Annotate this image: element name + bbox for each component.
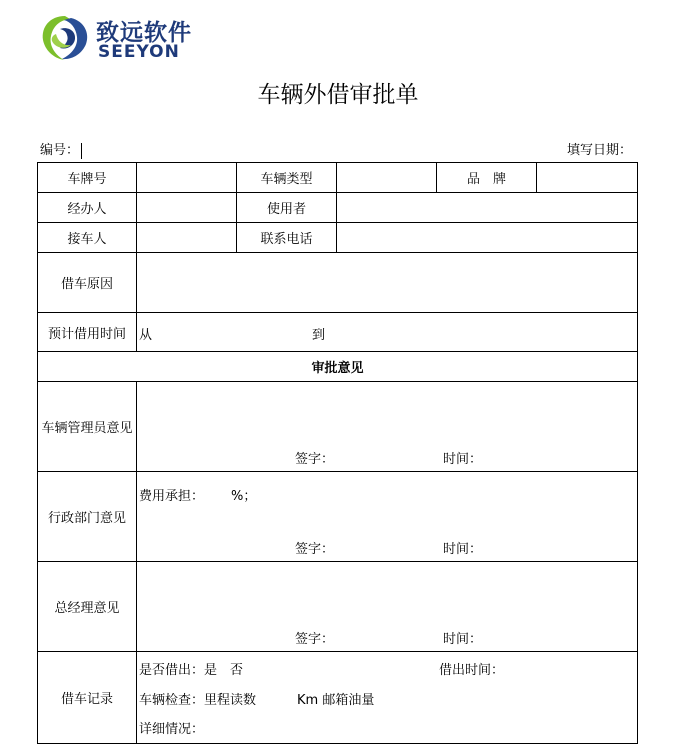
receiver-label: 接车人 <box>38 223 137 253</box>
reason-label: 借车原因 <box>38 253 137 313</box>
gm-label: 总经理意见 <box>38 562 137 652</box>
details-label: 详细情况： <box>139 722 205 737</box>
approval-form-table <box>37 162 638 744</box>
admin-dept-sign-label: 签字： <box>295 542 335 557</box>
brand-input[interactable] <box>537 163 638 193</box>
vehicle-type-label: 车辆类型 <box>237 163 337 193</box>
plate-label: 车牌号 <box>38 163 137 193</box>
plate-input[interactable] <box>137 163 237 193</box>
form-number <box>40 139 82 159</box>
phone-label: 联系电话 <box>237 223 337 253</box>
lend-time-label: 借出时间： <box>439 663 505 678</box>
vehicle-manager-label: 车辆管理员意见 <box>38 382 137 472</box>
logo-english-text: SEEYON <box>98 42 180 62</box>
gm-opinion[interactable] <box>137 562 638 652</box>
planned-time-input[interactable] <box>137 313 638 352</box>
form-number-label: 编号： <box>40 143 80 158</box>
cost-label: 费用承担： <box>139 489 205 504</box>
lent-out-label: 是否借出：是 否 <box>139 663 244 678</box>
brand-label: 品 牌 <box>437 163 537 193</box>
seeyon-swirl-icon <box>38 12 92 64</box>
phone-input[interactable] <box>337 223 638 253</box>
gm-time-label: 时间： <box>443 632 483 647</box>
km-fuel-label: Km 邮箱油量 <box>297 693 375 708</box>
receiver-input[interactable] <box>137 223 237 253</box>
fill-date-label[interactable]: 填写日期： <box>566 143 632 158</box>
to-label: 到 <box>312 328 326 343</box>
handler-input[interactable] <box>137 193 237 223</box>
vehicle-type-input[interactable] <box>337 163 437 193</box>
from-label: 从 <box>139 328 153 343</box>
form-number-input[interactable] <box>81 143 82 159</box>
record-label: 借车记录 <box>38 652 137 744</box>
user-input[interactable] <box>337 193 638 223</box>
vehicle-manager-sign-label: 签字： <box>295 452 335 467</box>
admin-dept-time-label: 时间： <box>443 542 483 557</box>
planned-time-label: 预计借用时间 <box>38 313 137 352</box>
inspection-label: 车辆检查：里程读数 <box>139 693 257 708</box>
reason-input[interactable] <box>137 253 638 313</box>
logo-chinese-text: 致远软件 <box>96 20 192 46</box>
approval-header: 审批意见 <box>38 352 638 382</box>
user-label: 使用者 <box>237 193 337 223</box>
vehicle-manager-opinion[interactable] <box>137 382 638 472</box>
admin-dept-opinion[interactable] <box>137 472 638 562</box>
vehicle-manager-time-label: 时间： <box>443 452 483 467</box>
record-content[interactable] <box>137 652 638 744</box>
form-title: 车辆外借审批单 <box>257 82 419 108</box>
cost-percent: %； <box>231 489 257 504</box>
seeyon-logo <box>38 12 208 64</box>
handler-label: 经办人 <box>38 193 137 223</box>
gm-sign-label: 签字： <box>295 632 335 647</box>
admin-dept-label: 行政部门意见 <box>38 472 137 562</box>
